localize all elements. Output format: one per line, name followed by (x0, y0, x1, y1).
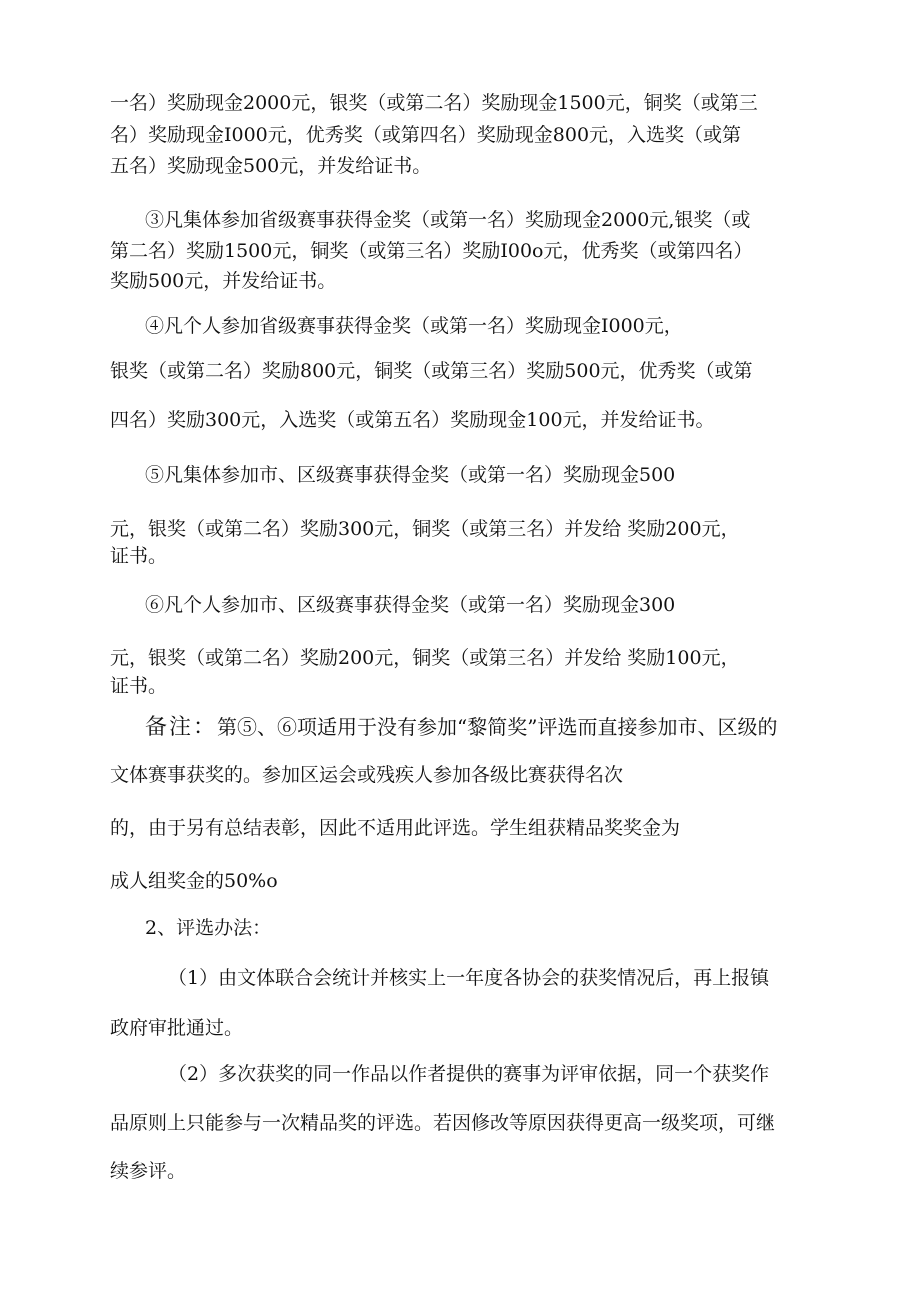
text-line: 名）奖励现金I000元，优秀奖（或第四名）奖励现金800元，入选奖（或第 (110, 124, 742, 146)
text-line: 银奖（或第二名）奖励800元，铜奖（或第三名）奖励500元，优秀奖（或第 (110, 360, 753, 382)
text-line: 元，银奖（或第二名）奖励200元，铜奖（或第三名）并发给 奖励100元， (110, 647, 740, 669)
text-line: 一名）奖励现金2000元，银奖（或第二名）奖励现金1500元，铜奖（或第三 (110, 92, 758, 114)
section-heading: 2、评选办法： (145, 917, 272, 939)
text-line: ③凡集体参加省级赛事获得金奖（或第一名）奖励现金2000元,银奖（或 (145, 209, 751, 231)
text-line: 的，由于另有总结表彰，因此不适用此评选。学生组获精品奖奖金为 (110, 817, 681, 839)
text-line: 文体赛事获奖的。参加区运会或残疾人参加各级比赛获得名次 (110, 764, 624, 786)
text-line: ⑥凡个人参加市、区级赛事获得金奖（或第一名）奖励现金300 (145, 594, 676, 616)
text-line: 证书。 (110, 675, 168, 697)
text-line: 品原则上只能参与一次精品奖的评选。若因修改等原因获得更高一级奖项，可继 (110, 1112, 776, 1134)
text-line: 第二名）奖励1500元，铜奖（或第三名）奖励I00o元，优秀奖（或第四名） (110, 240, 753, 262)
text-line: 奖励500元，并发给证书。 (110, 270, 337, 292)
text-line: 证书。 (110, 545, 168, 567)
text-line: 政府审批通过。 (110, 1017, 244, 1039)
text-line: ④凡个人参加省级赛事获得金奖（或第一名）奖励现金I000元， (145, 315, 683, 337)
text-line: 成人组奖金的50%o (110, 870, 278, 892)
text-line: 五名）奖励现金500元，并发给证书。 (110, 155, 432, 177)
note-label: 备注： (145, 715, 218, 740)
text-line: 元，银奖（或第二名）奖励300元，铜奖（或第三名）并发给 奖励200元， (110, 518, 740, 540)
note-line (145, 714, 815, 741)
note-text: 第⑤、⑥项适用于没有参加“黎简奖”评选而直接参加市、区级的 (217, 715, 778, 739)
text-line: ⑤凡集体参加市、区级赛事获得金奖（或第一名）奖励现金500 (145, 464, 676, 486)
text-line: 续参评。 (110, 1160, 187, 1182)
text-line: 四名）奖励300元，入选奖（或第五名）奖励现金100元，并发给证书。 (110, 409, 715, 431)
text-line: （1）由文体联合会统计并核实上一年度各协会的获奖情况后，再上报镇 (168, 967, 770, 989)
text-line: （2）多次获奖的同一作品以作者提供的赛事为评审依据，同一个获奖作 (168, 1063, 770, 1085)
